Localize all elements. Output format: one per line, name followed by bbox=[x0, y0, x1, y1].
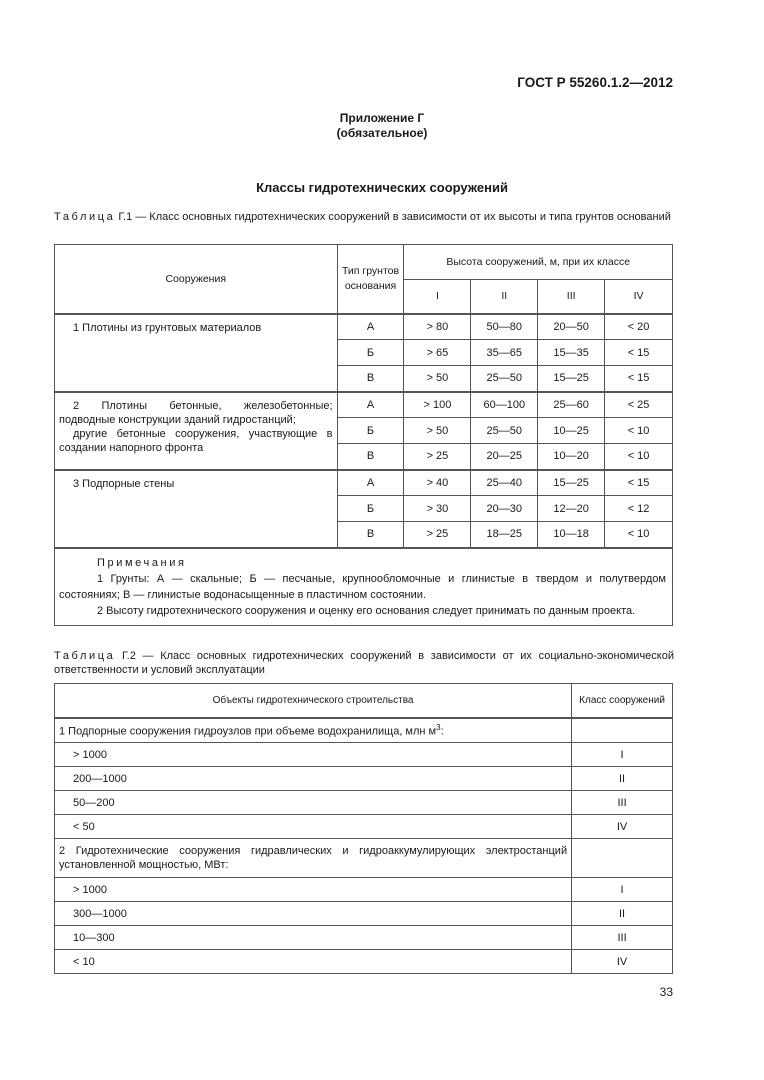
section-title: Классы гидротехнических сооружений bbox=[256, 180, 508, 195]
value-cell: 10—20 bbox=[538, 444, 605, 470]
group-name bbox=[55, 392, 338, 470]
page-number: 33 bbox=[659, 985, 673, 999]
table-g1 bbox=[54, 244, 673, 626]
value-cell: < 12 bbox=[605, 496, 673, 522]
value-cell: > 25 bbox=[404, 522, 471, 548]
header-class-iv: IV bbox=[605, 280, 673, 314]
value-cell: < 10 bbox=[605, 418, 673, 444]
table1-caption-text: Г.1 — Класс основных гидротехнических сооружений в зависимости от их высоты и типа грунтов оснований bbox=[115, 211, 671, 223]
table-row bbox=[55, 791, 673, 815]
value-cell: 50—80 bbox=[471, 314, 538, 340]
notes-title: Примечания bbox=[97, 556, 187, 569]
table1-notes bbox=[55, 548, 673, 626]
section2-title: 2 Гидротехнические сооружения гидравлических и гидроаккумулирующих электростанций установленной мощностью, МВт: bbox=[55, 839, 572, 878]
soil-cell: Б bbox=[337, 418, 404, 444]
value-cell: 20—50 bbox=[538, 314, 605, 340]
header-class-ii: II bbox=[471, 280, 538, 314]
soil-cell: В bbox=[337, 366, 404, 392]
section-row bbox=[55, 839, 673, 878]
value-cell: < 25 bbox=[605, 392, 673, 418]
soil-cell: В bbox=[337, 522, 404, 548]
class-cell: III bbox=[572, 926, 673, 950]
range-cell: 200—1000 bbox=[55, 767, 572, 791]
value-cell: 20—25 bbox=[471, 444, 538, 470]
empty-cell bbox=[572, 718, 673, 743]
value-cell: 10—25 bbox=[538, 418, 605, 444]
class-cell: IV bbox=[572, 815, 673, 839]
value-cell: 12—20 bbox=[538, 496, 605, 522]
value-cell: < 20 bbox=[605, 314, 673, 340]
table-row bbox=[55, 743, 673, 767]
value-cell: 10—18 bbox=[538, 522, 605, 548]
range-cell: 300—1000 bbox=[55, 902, 572, 926]
value-cell: < 15 bbox=[605, 470, 673, 496]
range-cell: > 1000 bbox=[55, 878, 572, 902]
section1-title-end: : bbox=[440, 725, 444, 738]
table-row bbox=[55, 902, 673, 926]
value-cell: < 10 bbox=[605, 444, 673, 470]
soil-cell: А bbox=[337, 470, 404, 496]
value-cell: 15—35 bbox=[538, 340, 605, 366]
class-cell: II bbox=[572, 767, 673, 791]
class-cell: II bbox=[572, 902, 673, 926]
table-row bbox=[55, 950, 673, 974]
table-row bbox=[55, 767, 673, 791]
soil-cell: А bbox=[337, 392, 404, 418]
header-height-group: Высота сооружений, м, при их классе bbox=[404, 245, 673, 280]
soil-cell: А bbox=[337, 314, 404, 340]
class-cell: I bbox=[572, 743, 673, 767]
value-cell: > 50 bbox=[404, 418, 471, 444]
header-objects: Объекты гидротехнического строительства bbox=[55, 684, 572, 719]
group-name: 3 Подпорные стены bbox=[55, 470, 338, 548]
table1-caption bbox=[54, 210, 674, 224]
class-cell: IV bbox=[572, 950, 673, 974]
header-class-i: I bbox=[404, 280, 471, 314]
standard-designation: ГОСТ Р 55260.1.2—2012 bbox=[517, 75, 673, 90]
soil-cell: В bbox=[337, 444, 404, 470]
soil-cell: Б bbox=[337, 340, 404, 366]
group-name-line2: другие бетонные сооружения, участвующие в создании напорного фронта bbox=[59, 427, 333, 454]
group-name-line1: 2 Плотины бетонные, железобетонные; подводные конструкции зданий гидростанций; bbox=[59, 399, 333, 426]
value-cell: 35—65 bbox=[471, 340, 538, 366]
section1-title-text: 1 Подпорные сооружения гидроузлов при объеме водохранилища, млн м bbox=[59, 725, 437, 738]
class-cell: I bbox=[572, 878, 673, 902]
range-cell: > 1000 bbox=[55, 743, 572, 767]
table-row bbox=[55, 314, 673, 340]
class-cell: III bbox=[572, 791, 673, 815]
value-cell: > 25 bbox=[404, 444, 471, 470]
range-cell: < 50 bbox=[55, 815, 572, 839]
value-cell: 25—40 bbox=[471, 470, 538, 496]
value-cell: 25—50 bbox=[471, 366, 538, 392]
value-cell: 15—25 bbox=[538, 470, 605, 496]
section1-title bbox=[55, 718, 572, 743]
value-cell: < 15 bbox=[605, 366, 673, 392]
header-class-iii: III bbox=[538, 280, 605, 314]
header-class: Класс сооружений bbox=[572, 684, 673, 719]
table-row bbox=[55, 878, 673, 902]
range-cell: 50—200 bbox=[55, 791, 572, 815]
value-cell: 18—25 bbox=[471, 522, 538, 548]
empty-cell bbox=[572, 839, 673, 878]
table-row bbox=[55, 470, 673, 496]
table-g2 bbox=[54, 683, 673, 974]
header-structures: Сооружения bbox=[55, 245, 338, 314]
value-cell: > 65 bbox=[404, 340, 471, 366]
value-cell: > 50 bbox=[404, 366, 471, 392]
appendix-status: (обязательное) bbox=[336, 126, 428, 140]
value-cell: 25—50 bbox=[471, 418, 538, 444]
range-cell: 10—300 bbox=[55, 926, 572, 950]
table-row bbox=[55, 926, 673, 950]
group-name: 1 Плотины из грунтовых материалов bbox=[55, 314, 338, 392]
value-cell: 60—100 bbox=[471, 392, 538, 418]
value-cell: > 30 bbox=[404, 496, 471, 522]
range-cell: < 10 bbox=[55, 950, 572, 974]
value-cell: 25—60 bbox=[538, 392, 605, 418]
note-1: 1 Грунты: А — скальные; Б — песчаные, крупнообломочные и глинистые в твердом и полутвердом состояниях; В — глинистые водонасыщенные в пластичном состоянии. bbox=[59, 572, 666, 601]
appendix-heading bbox=[0, 111, 764, 141]
note-2: 2 Высоту гидротехнического сооружения и оценку его основания следует принимать по данным проекта. bbox=[97, 604, 636, 617]
table-row bbox=[55, 815, 673, 839]
value-cell: > 100 bbox=[404, 392, 471, 418]
section-row bbox=[55, 718, 673, 743]
table2-caption bbox=[54, 649, 674, 677]
value-cell: < 10 bbox=[605, 522, 673, 548]
table2-caption-text: Г.2 — Класс основных гидротехнических сооружений в зависимости от их социально-экономической ответственности и условий эксплуатации bbox=[54, 650, 674, 676]
value-cell: > 40 bbox=[404, 470, 471, 496]
value-cell: > 80 bbox=[404, 314, 471, 340]
value-cell: < 15 bbox=[605, 340, 673, 366]
header-soil-type: Тип грунтов основания bbox=[337, 245, 404, 314]
superscript: 3 bbox=[436, 723, 441, 733]
table-row bbox=[55, 392, 673, 418]
value-cell: 20—30 bbox=[471, 496, 538, 522]
value-cell: 15—25 bbox=[538, 366, 605, 392]
table2-caption-prefix: Таблица bbox=[54, 650, 116, 662]
table1-caption-prefix: Таблица bbox=[54, 211, 116, 223]
soil-cell: Б bbox=[337, 496, 404, 522]
appendix-title: Приложение Г bbox=[339, 111, 425, 125]
